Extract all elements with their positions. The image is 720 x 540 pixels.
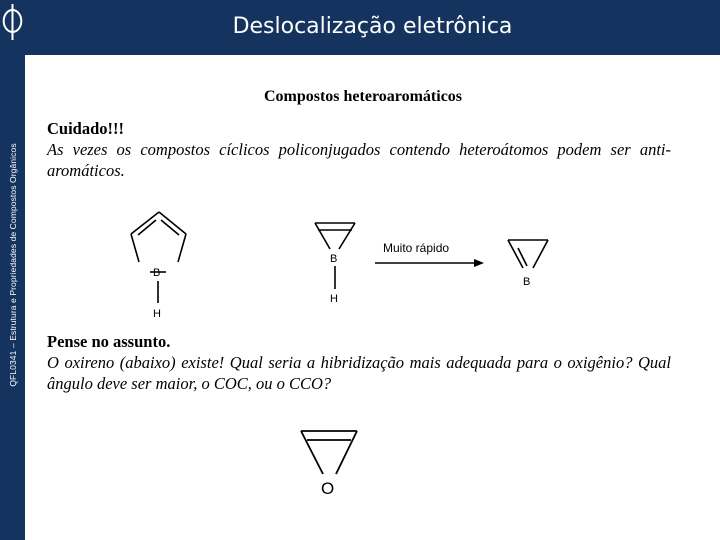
borole-boron-label: B	[153, 267, 161, 279]
question-text: O oxireno (abaixo) existe! Qual seria a hibridização mais adequada para o oxigênio? Qual ângulo deve ser maior, o COC, ou o CCO?	[47, 353, 671, 393]
oxirene-structure	[301, 431, 357, 474]
borirene-hydrogen-label: H	[330, 293, 338, 305]
borirene-product-boron-label: B	[523, 276, 531, 288]
course-label: QFL0341 – Estrutura e Propriedades de Compostos Orgânicos	[8, 143, 18, 387]
warning-text: As vezes os compostos cíclicos policonjugados contendo heteroátomos podem ser anti-aromáticos.	[47, 140, 671, 180]
slide-title: Deslocalização eletrônica	[232, 14, 513, 39]
section-subtitle: Compostos heteroaromáticos	[263, 88, 463, 105]
borirene-boron-label: B	[330, 253, 338, 265]
borole-hydrogen-label: H	[153, 308, 161, 320]
borole-structure	[131, 212, 186, 303]
borirene-product-structure	[508, 240, 548, 268]
oxirene-oxygen-label: O	[321, 479, 335, 498]
reaction-arrow-icon	[375, 259, 484, 267]
question-heading: Pense no assunto.	[47, 332, 171, 351]
arrow-label: Muito rápido	[383, 241, 450, 255]
warning-heading: Cuidado!!!	[47, 119, 125, 138]
